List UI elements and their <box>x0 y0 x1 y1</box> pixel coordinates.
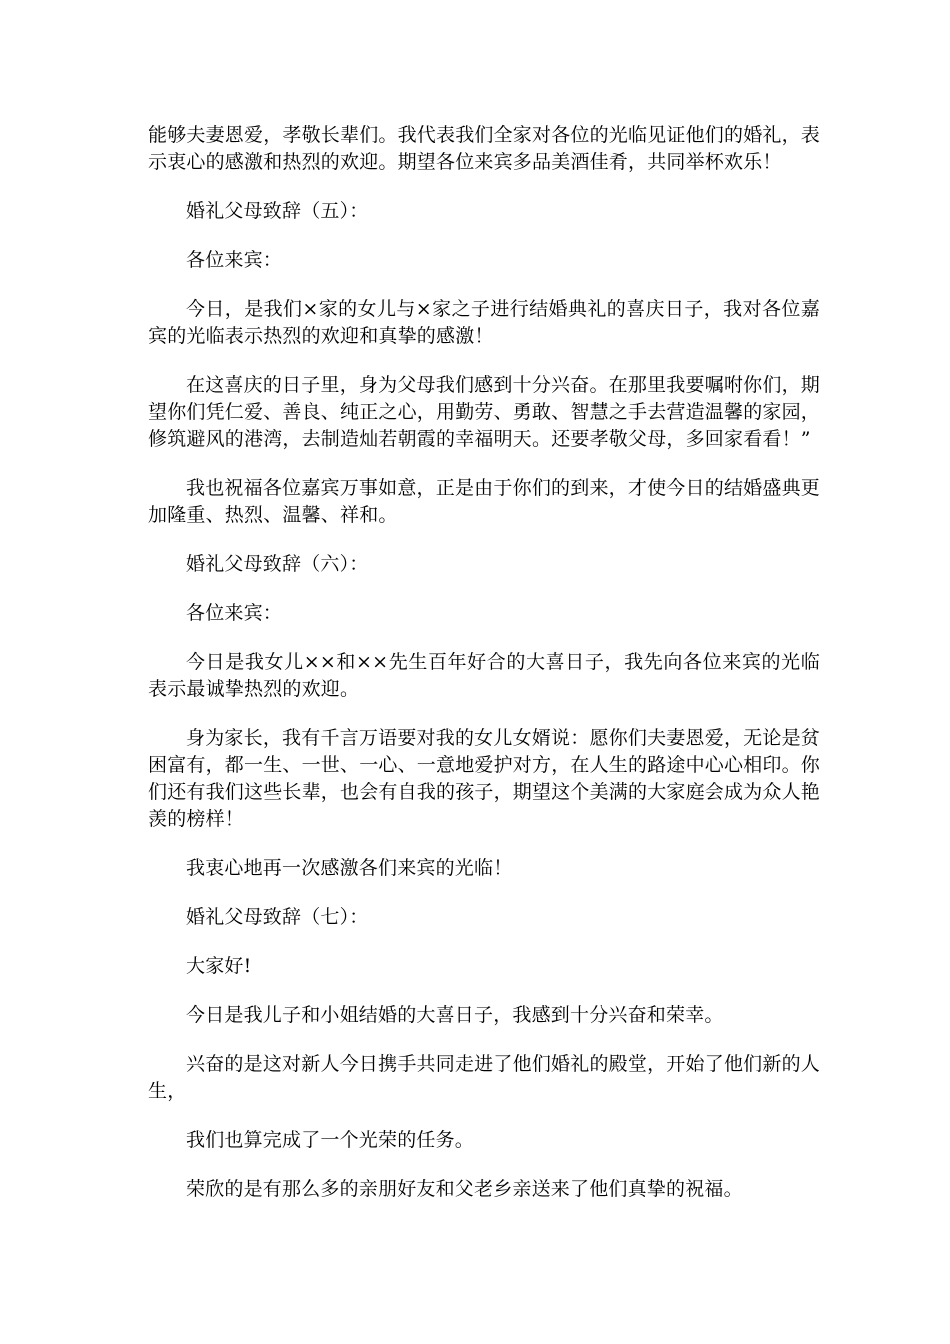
paragraph-continued: 能够夫妻恩爱，孝敬长辈们。我代表我们全家对各位的光临见证他们的婚礼，表示衷心的感激和热烈的欢迎。期望各位来宾多品美酒佳肴，共同举杯欢乐！ <box>148 124 821 173</box>
section-heading-5: 婚礼父母致辞（五）： <box>186 200 369 222</box>
paragraph: 今日是我儿子和小姐结婚的大喜日子，我感到十分兴奋和荣幸。 <box>186 1004 724 1026</box>
paragraph: 兴奋的是这对新人今日携手共同走进了他们婚礼的殿堂，开始了他们新的人生， <box>148 1053 820 1102</box>
section-heading-6: 婚礼父母致辞（六）： <box>186 553 369 575</box>
paragraph: 在这喜庆的日子里，身为父母我们感到十分兴奋。在那里我要嘱咐你们，期望你们凭仁爱、善良、纯正之心，用勤劳、勇敢、智慧之手去营造温馨的家园，修筑避风的港湾，去制造灿若朝霞的幸福明天。还要孝敬父母，多回家看看！” <box>148 374 821 450</box>
paragraph: 今日，是我们×家的女儿与×家之子进行结婚典礼的喜庆日子，我对各位嘉宾的光临表示热烈的欢迎和真挚的感激！ <box>148 298 820 347</box>
section-heading-7: 婚礼父母致辞（七）： <box>186 906 369 928</box>
paragraph: 身为家长，我有千言万语要对我的女儿女婿说：愿你们夫妻恩爱，无论是贫困富有，都一生、一世、一心、一意地爱护对方，在人生的路途中心心相印。你们还有我们这些长辈，也会有自我的孩子，期望这个美满的大家庭会成为众人艳羡的榜样！ <box>148 727 821 830</box>
salutation: 大家好! <box>186 955 252 977</box>
paragraph: 我也祝福各位嘉宾万事如意，正是由于你们的到来，才使今日的结婚盛典更加隆重、热烈、温馨、祥和。 <box>148 477 820 526</box>
paragraph: 今日是我女儿××和××先生百年好合的大喜日子，我先向各位来宾的光临表示最诚挚热烈的欢迎。 <box>148 651 820 700</box>
salutation: 各位来宾： <box>186 249 283 271</box>
paragraph: 我衷心地再一次感激各们来宾的光临！ <box>186 857 513 879</box>
salutation: 各位来宾： <box>186 602 283 624</box>
document-page <box>148 122 820 1225</box>
paragraph: 我们也算完成了一个光荣的任务。 <box>186 1129 475 1151</box>
paragraph: 荣欣的是有那么多的亲朋好友和父老乡亲送来了他们真挚的祝福。 <box>186 1178 743 1200</box>
